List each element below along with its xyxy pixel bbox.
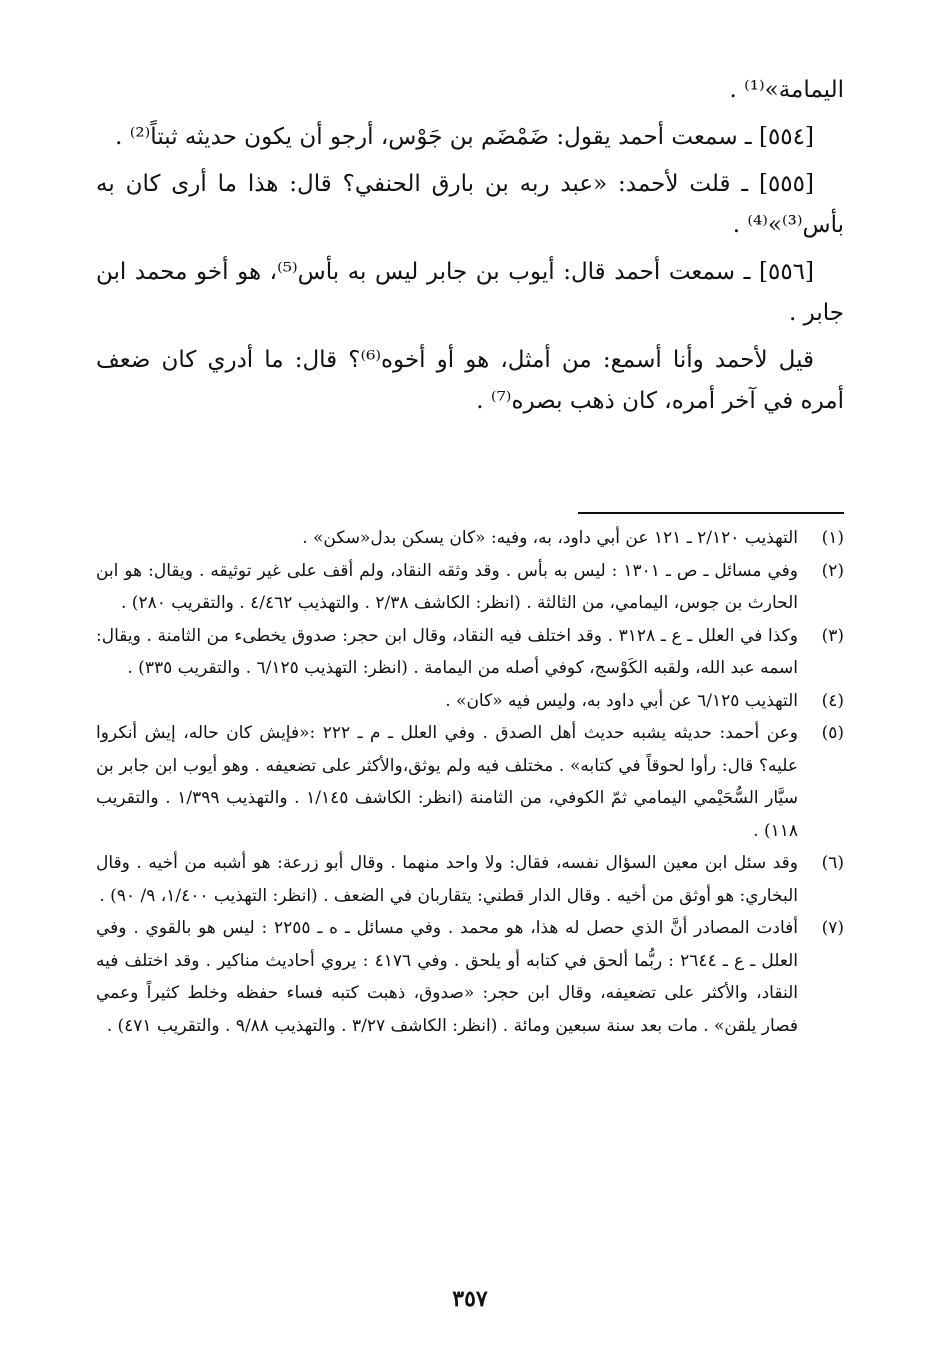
- footnote-text: وقد سئل ابن معين السؤال نفسه، فقال: ولا واحد منهما . وقال أبو زرعة: هو أشبه من أخيه . وقال البخاري: هو أوثق من أخيه . وقال الدار قطني: يتقاربان في الضعف . (انظر: التهذيب ١/٤٠٠، ٩/ ٩٠) .: [96, 853, 798, 906]
- footnote-text: التهذيب ٢/١٢٠ ـ ١٢١ عن أبي داود، به، وفيه: «كان يسكن بدل«سكن» .: [302, 528, 798, 548]
- footnote-text: وفي مسائل ـ ص ـ ١٣٠١ : ليس به بأس . وقد وثقه النقاد، ولم أقف على غير توثيقه . ويقال: هو ابن الحارث بن جوس، اليمامي، من الثالثة . (انظر: الكاشف ٢/٣٨ . والتهذيب ٤/٤٦٢ . والتقريب ٢٨٠) .: [96, 560, 798, 613]
- page-number: ٣٥٧: [452, 1286, 488, 1312]
- footnote-number: (٦): [821, 853, 844, 873]
- paragraph-continuation: اليمامة»⁽¹⁾ .: [729, 77, 844, 103]
- footnote-3: [96, 620, 844, 685]
- paragraph-question: قيل لأحمد وأنا أسمع: من أمثل، هو أو أخوه⁽⁶⁾؟ قال: ما أدري كان ضعف أمره في آخر أمره، كان ذهب بصره⁽⁷⁾ .: [96, 347, 844, 414]
- footnote-7: [96, 912, 844, 1042]
- footnotes: [96, 522, 844, 1042]
- footnote-number: (١): [821, 528, 844, 548]
- footnote-text: التهذيب ٦/١٢٥ عن أبي داود به، وليس فيه «كان» .: [445, 690, 798, 711]
- footnote-number: (٤): [821, 690, 844, 711]
- footnote-text: أفادت المصادر أنَّ الذي حصل له هذا، هو محمد . وفي مسائل ـ ه ـ ٢٢٥٥ : ليس هو بالقوي . وفي العلل ـ ع ـ ٢٦٤٤ : ربُّما ألحق في كتابه أو يلحق . وفي ٤١٧٦ : يروي أحاديث مناكير . وقد اختلف فيه النقاد، والأكثر على تضعيفه، وقال ابن حجر: «صدوق، ذهبت كتبه فساء حفظه وخلط كثيراً وعمي فصار يلقن» . مات بعد سنة سبعين ومائة . (انظر: الكاشف ٣/٢٧ . والتهذيب ٩/٨٨ . والتقريب ٤٧١) .: [96, 918, 798, 1036]
- footnote-number: (٣): [821, 625, 844, 646]
- paragraph-554: [٥٥٤] ـ سمعت أحمد يقول: ضَمْضَم بن جَوْس، أرجو أن يكون حديثه ثبتاً⁽²⁾ .: [115, 124, 814, 150]
- footnote-4: [96, 685, 844, 718]
- footnote-2: [96, 555, 844, 620]
- paragraph-556: [٥٥٦] ـ سمعت أحمد قال: أيوب بن جابر ليس به بأس⁽⁵⁾، هو أخو محمد ابن جابر .: [96, 259, 844, 326]
- footnote-1: [96, 522, 844, 555]
- footnote-number: (٢): [821, 560, 844, 581]
- footnote-separator-line: [578, 512, 844, 514]
- footnote-number: (٧): [821, 918, 844, 938]
- footnote-text: وعن أحمد: حديثه يشبه حديث أهل الصدق . وفي العلل ـ م ـ ٢٢٢ :«فإيش كان حاله، إيش أنكروا عليه؟ قال: رأوا لحوقاً في كتابه» . مختلف فيه ولم يوثق،والأكثر على تضعيفه . وهو أيوب ابن جابر بن سيَّار السُّحَيْمي اليمامي ثمّ الكوفي، من الثامنة (انظر: الكاشف ١/١٤٥ . والتهذيب ١/٣٩٩ . والتقريب ١١٨) .: [96, 723, 798, 841]
- footnote-text: وكذا في العلل ـ ع ـ ٣١٢٨ . وقد اختلف فيه النقاد، وقال ابن حجر: صدوق يخطىء من الثامنة . ويقال: اسمه عبد الله، ولقبه الكَوْسج، كوفي أصله من اليمامة . (انظر: التهذيب ٦/١٢٥ . والتقريب ٣٣٥) .: [96, 625, 798, 678]
- paragraph-555: [٥٥٥] ـ قلت لأحمد: «عبد ربه بن بارق الحنفي؟ قال: هذا ما أرى كان به بأس⁽³⁾»⁽⁴⁾ .: [96, 171, 844, 238]
- footnote-5: [96, 717, 844, 847]
- footnote-number: (٥): [821, 723, 844, 743]
- footnote-6: [96, 847, 844, 912]
- footnote-separator-area: [96, 428, 844, 522]
- main-text: [96, 70, 844, 422]
- book-page: [96, 70, 844, 1350]
